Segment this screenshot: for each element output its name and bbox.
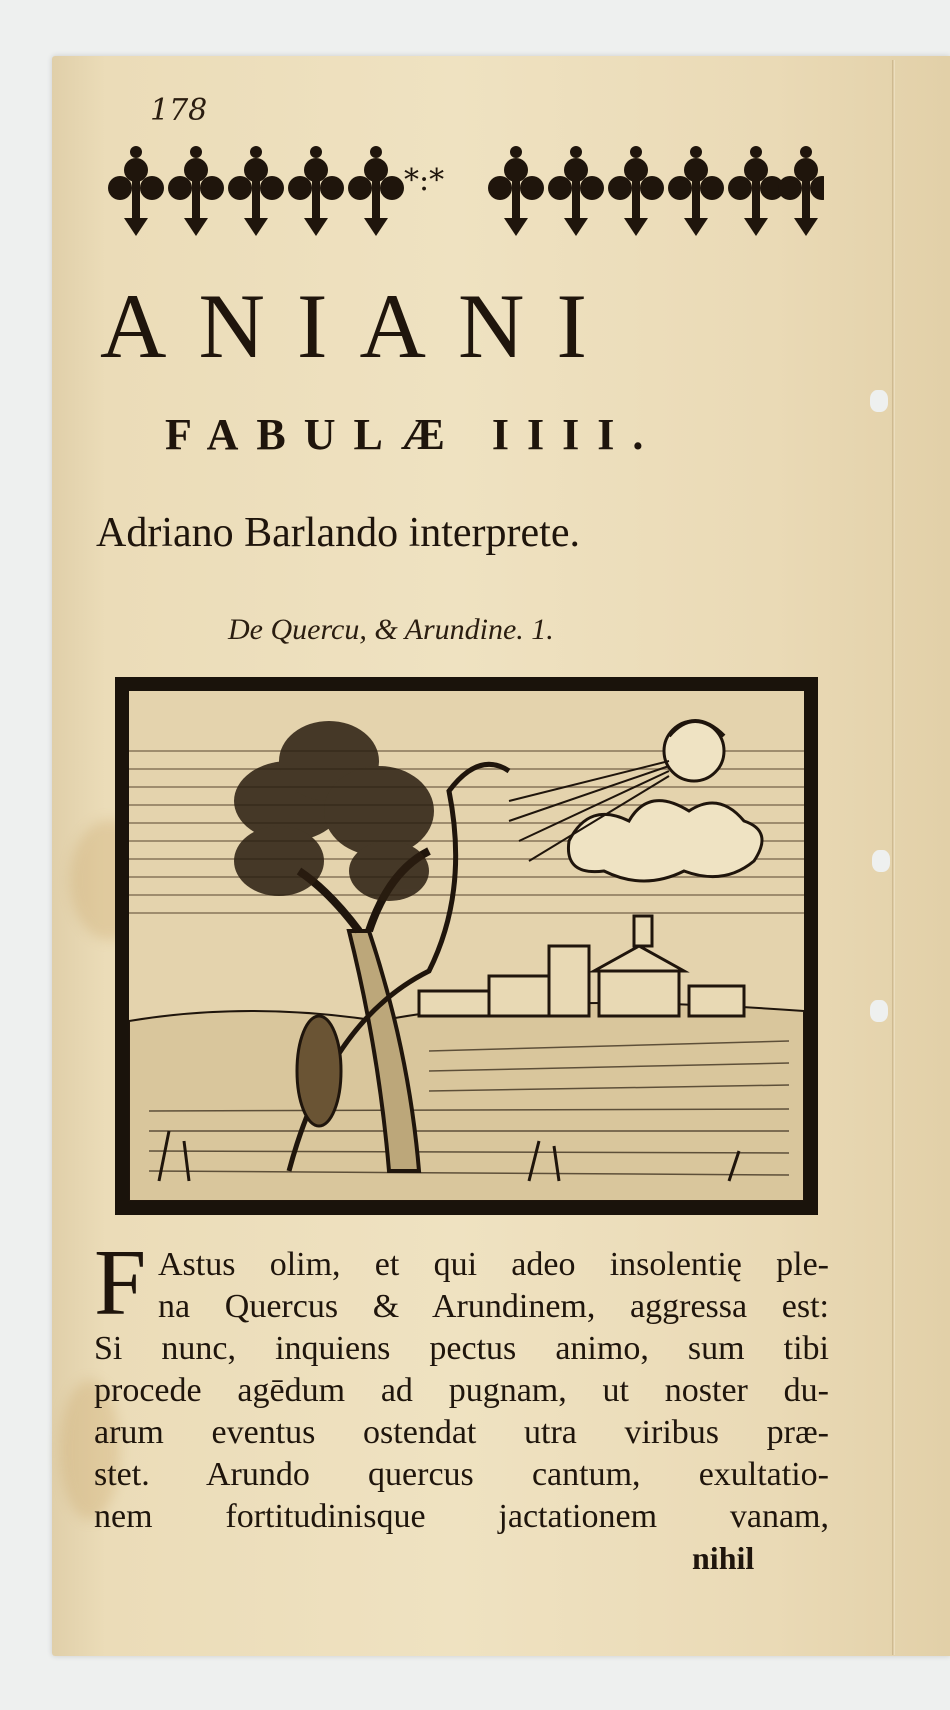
body-line: na Quercus & Arundinem, aggressa est: [158,1288,829,1325]
main-title: ANIANI [100,275,620,377]
page-fold [892,60,895,1655]
svg-text:*:*: *:* [404,163,445,198]
binding-hole [872,850,890,872]
woodcut-picture [129,691,804,1201]
subtitle: FABULÆ IIII. [165,410,662,459]
body-line: Astus olim, et qui adeo insolentię ple- [158,1246,829,1283]
binding-hole [870,390,888,412]
fable-body [94,1244,829,1538]
binding-hole [870,1000,888,1022]
page-number: 178 [150,93,208,128]
woodcut-illustration [115,677,818,1215]
drop-cap: F [94,1231,147,1335]
catchword: nihil [692,1540,755,1576]
fable-heading: De Quercu, & Arundine. 1. [228,613,554,646]
body-line: Si nunc, inquiens pectus animo, sum tibi [94,1330,829,1367]
body-line: stet. Arundo quercus cantum, exultatio- [94,1456,829,1493]
body-line: nem fortitudinisque jactationem vanam, [94,1498,829,1535]
author-line: Adriano Barlando interprete. [96,510,580,556]
body-line: arum eventus ostendat utra viribus præ- [94,1414,829,1451]
body-line: procede agēdum ad pugnam, ut noster du- [94,1372,829,1409]
fleuron-ornament [104,140,824,240]
